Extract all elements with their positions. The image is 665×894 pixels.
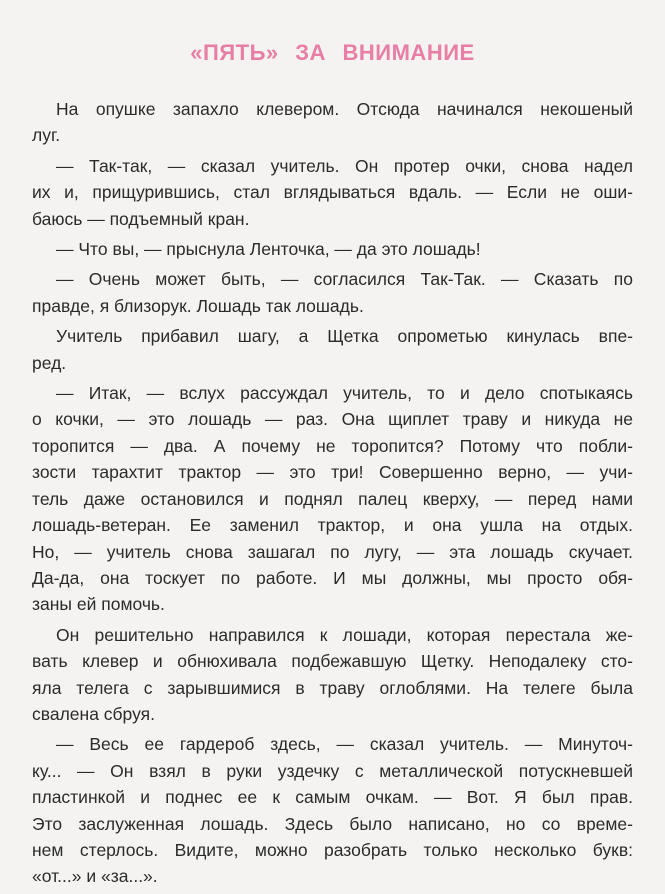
text-line: — Итак, — вслух рассуждал учитель, то и дело спотыкаясь	[56, 383, 633, 404]
text-line: — Что вы, — прыснула Ленточка, — да это лошадь!	[56, 239, 481, 260]
text-line: луг.	[32, 125, 61, 146]
text-line: Да-да, она тоскует по работе. И мы должны, мы просто обя-	[32, 567, 633, 588]
text-line: тель даже остановился и поднял палец кверху, — перед нами	[32, 488, 633, 509]
paragraph	[32, 323, 633, 376]
paragraph	[32, 731, 633, 889]
text-line: лошадь-ветеран. Ее заменил трактор, и она ушла на отдых.	[32, 515, 633, 536]
paragraph	[32, 622, 633, 728]
text-line: Он решительно направился к лошади, которая перестала же-	[56, 624, 633, 645]
text-line: пластинкой и поднес ее к самым очкам. — Вот. Я был прав.	[32, 787, 633, 808]
text-line: На опушке запахло клевером. Отсюда начинался некошеный	[56, 99, 633, 119]
text-line: правде, я близорук. Лошадь так лошадь.	[32, 295, 364, 316]
paragraph	[32, 266, 633, 319]
text-line: ку... — Он взял в руки уздечку с металлической потускневшей	[32, 760, 633, 781]
text-line: ред.	[32, 352, 67, 373]
text-line: — Очень может быть, — согласился Так-Так. — Сказать по	[56, 269, 633, 290]
text-line: яла телега с зарывшимися в траву оглоблями. На телеге была	[32, 677, 633, 698]
text-line: Это заслуженная лошадь. Здесь было написано, но со време-	[32, 813, 633, 834]
text-line: свалена сбруя.	[32, 703, 155, 724]
text-line: «от...» и «за...».	[32, 866, 158, 887]
text-line: торопится — два. А почему не торопится? Потому что побли-	[32, 435, 633, 456]
paragraph	[32, 96, 633, 149]
story-text	[32, 96, 633, 894]
text-line: заны ей помочь.	[32, 594, 165, 615]
paragraph	[32, 236, 633, 262]
text-line: о кочки, — это лошадь — раз. Она щиплет траву и никуда не	[32, 409, 633, 430]
text-line: баюсь — подъемный кран.	[32, 208, 250, 229]
text-line: зости тарахтит трактор — это три! Совершенно верно, — учи-	[32, 462, 633, 483]
text-line: Учитель прибавил шагу, а Щетка опрометью кинулась впе-	[56, 326, 633, 347]
text-line: нем стерлось. Видите, можно разобрать только несколько букв:	[32, 839, 633, 860]
text-line: Но, — учитель снова зашагал по лугу, — эта лошадь скучает.	[32, 541, 633, 562]
page-title: «ПЯТЬ» ЗА ВНИМАНИЕ	[190, 40, 475, 65]
paragraph	[32, 380, 633, 618]
text-line: — Весь ее гардероб здесь, — сказал учитель. — Минуточ-	[56, 734, 633, 755]
paragraph	[32, 153, 633, 232]
text-line: их и, прищурившись, стал вглядываться вдаль. — Если не оши-	[32, 182, 633, 203]
text-line: вать клевер и обнюхивала подбежавшую Щетку. Неподалеку сто-	[32, 651, 633, 672]
text-line: — Так-так, — сказал учитель. Он протер очки, снова надел	[56, 155, 633, 176]
